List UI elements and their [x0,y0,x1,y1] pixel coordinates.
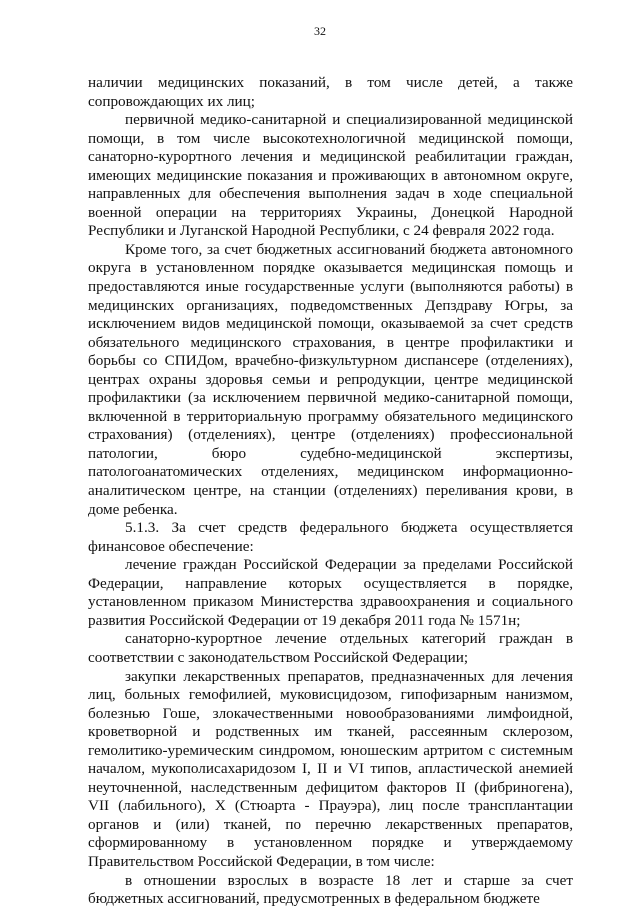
page-number: 32 [314,24,326,38]
paragraph-regional-budget: Кроме того, за счет бюджетных ассигнований бюджета автономного округа в установленном порядке оказывается медицинская помощь и предоставляются иные государственные услуги (выполняются работы) в медицинских организациях, подведомственных Депздраву Югры, за исключением видов медицинской помощи, оказываемой за счет средств обязательного медицинского страхования, в центре профилактики и борьбы со СПИДом, врачебно-физкультурном диспансере (отделениях), центрах охраны здоровья семьи и репродукции, центре медицинской профилактики (за исключением первичной медико-санитарной помощи, включенной в территориальную программу обязательного медицинского страхования) (отделениях), центре (отделениях) профессиональной патологии, бюро судебно-медицинской экспертизы, патологоанатомических отделениях, медицинском информационно-аналитическом центре, на станции (отделениях) переливания крови, в доме ребенка. [88,240,573,518]
paragraph-primary-care: первичной медико-санитарной и специализированной медицинской помощи, в том числе высокотехнологичной медицинской помощи, санаторно-курортного лечения и медицинской реабилитации граждан, имеющих медицинские показания и проживающих в автономном округе, направленных для обеспечения выполнения задач в ходе специальной военной операции на территориях Украины, Донецкой Народной Республики и Луганской Народной Республики, с 24 февраля 2022 года. [88,111,573,240]
paragraph-section-5-1-3: 5.1.3. За счет средств федерального бюджета осуществляется финансовое обеспечение: [88,519,573,555]
paragraph-sanatorium: санаторно-курортное лечение отдельных категорий граждан в соответствии с законодательством Российской Федерации; [88,630,573,666]
paragraph-drug-purchases: закупки лекарственных препаратов, предназначенных для лечения лиц, больных гемофилией, муковисцидозом, гипофизарным нанизмом, болезнью Гоше, злокачественными новообразованиями лимфоидной, кроветворной и родственных им тканей, рассеянным склерозом, гемолитико-уремическим синдромом, юношеским артритом с системным началом, мукополисахаридозом I, II и VI типов, апластической анемией неуточненной, наследственным дефицитом факторов II (фибриногена), VII (лабильного), X (Стюарта - Прауэра), лиц после трансплантации органов и (или) тканей, по перечню лекарственных препаратов, сформированному в установленном порядке и утверждаемому Правительством Российской Федерации, в том числе: [88,667,573,870]
document-body [88,74,573,909]
paragraph-treatment-abroad: лечение граждан Российской Федерации за пределами Российской Федерации, направление которых осуществляется в порядке, установленном приказом Министерства здравоохранения и социального развития Российской Федерации от 19 декабря 2011 года № 1571н; [88,556,573,629]
paragraph-adults: в отношении взрослых в возрасте 18 лет и старше за счет бюджетных ассигнований, предусмотренных в федеральном бюджете [88,871,573,908]
paragraph-continuation: наличии медицинских показаний, в том числе детей, а также сопровождающих их лиц; [88,74,573,110]
